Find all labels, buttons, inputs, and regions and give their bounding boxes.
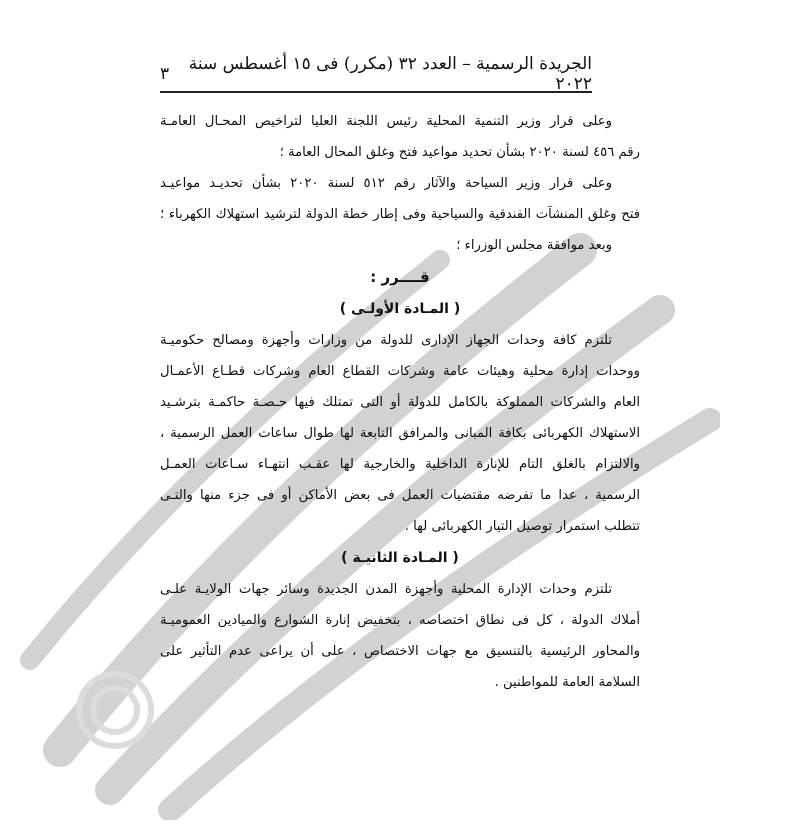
text-line: أملاك الدولة ، كل فى نطاق اختصاصه ، بتخفيض إنارة الشوارع والميادين العموميـة — [160, 613, 640, 628]
decree-heading: قــــرر : — [370, 268, 430, 286]
text-line: والالتزام بالغلق التام للإنارة الداخلية والخارجية لها عقـب انتهـاء سـاعات العمـل — [160, 457, 640, 472]
text-line: تتطلب استمرار توصيل التيار الكهربائى لها . — [404, 519, 640, 534]
text-line: وعلى قرار وزير السياحة والآثار رقم ٥١٢ لسنة ٢٠٢٠ بشأن تحديـد مواعيـد — [160, 176, 612, 191]
text-line: العام والشركات المملوكة بالكامل للدولة أو التى تمتلك فيها حـصـة حاكمـة بترشـيد — [160, 395, 640, 410]
text-line: فتح وغلق المنشآت الفندقية والسياحية وفى إطار خطة الدولة لترشيد استهلاك الكهرباء ؛ — [160, 207, 640, 222]
text-line: ووحدات إدارة محلية وهيئات عامة وشركات القطاع العام وشركات قطـاع الأعمـال — [160, 364, 640, 379]
text-line: رقم ٤٥٦ لسنة ٢٠٢٠ بشأن تحديد مواعيد فتح وغلق المحال العامة ؛ — [279, 145, 640, 160]
text-line: وعلى قرار وزير التنمية المحلية رئيس اللجنة العليا لتراخيص المحـال العامـة — [160, 114, 612, 129]
text-line: وبعد موافقة مجلس الوزراء ؛ — [456, 238, 612, 253]
text-line: الاستهلاك الكهربائى بكافة المبانى والمرافق التابعة لها طوال ساعات العمل الرسمية ، — [160, 426, 640, 441]
page-header — [160, 54, 592, 94]
document-body — [160, 106, 640, 698]
text-line: الرسمية ، عدا ما تفرضه مقتضيات العمل فى بعض الأماكن أو فى جزء منها والتـى — [160, 488, 640, 503]
header-title: الجريدة الرسمية – العدد ٣٢ (مكرر) فى ١٥ أغسطس سنة ٢٠٢٢ — [188, 54, 592, 94]
article-1-heading: ( المـادة الأولـى ) — [339, 301, 461, 317]
text-line: تلتزم كافة وحدات الجهاز الإدارى للدولة من وزارات وأجهزة ومصالح حكوميـة — [160, 333, 612, 348]
text-line: السلامة العامة للمواطنين . — [494, 675, 640, 690]
header-rule — [160, 91, 592, 93]
article-2-heading: ( المـادة الثانيـة ) — [341, 550, 459, 566]
text-line: تلتزم وحدات الإدارة المحلية وأجهزة المدن الجديدة وسائر جهات الولايـة علـى — [160, 582, 612, 597]
page-number: ٣ — [160, 64, 170, 84]
text-line: والمحاور الرئيسية بالتنسيق مع جهات الاختصاص ، على أن يراعى عدم التأثير على — [160, 644, 640, 659]
